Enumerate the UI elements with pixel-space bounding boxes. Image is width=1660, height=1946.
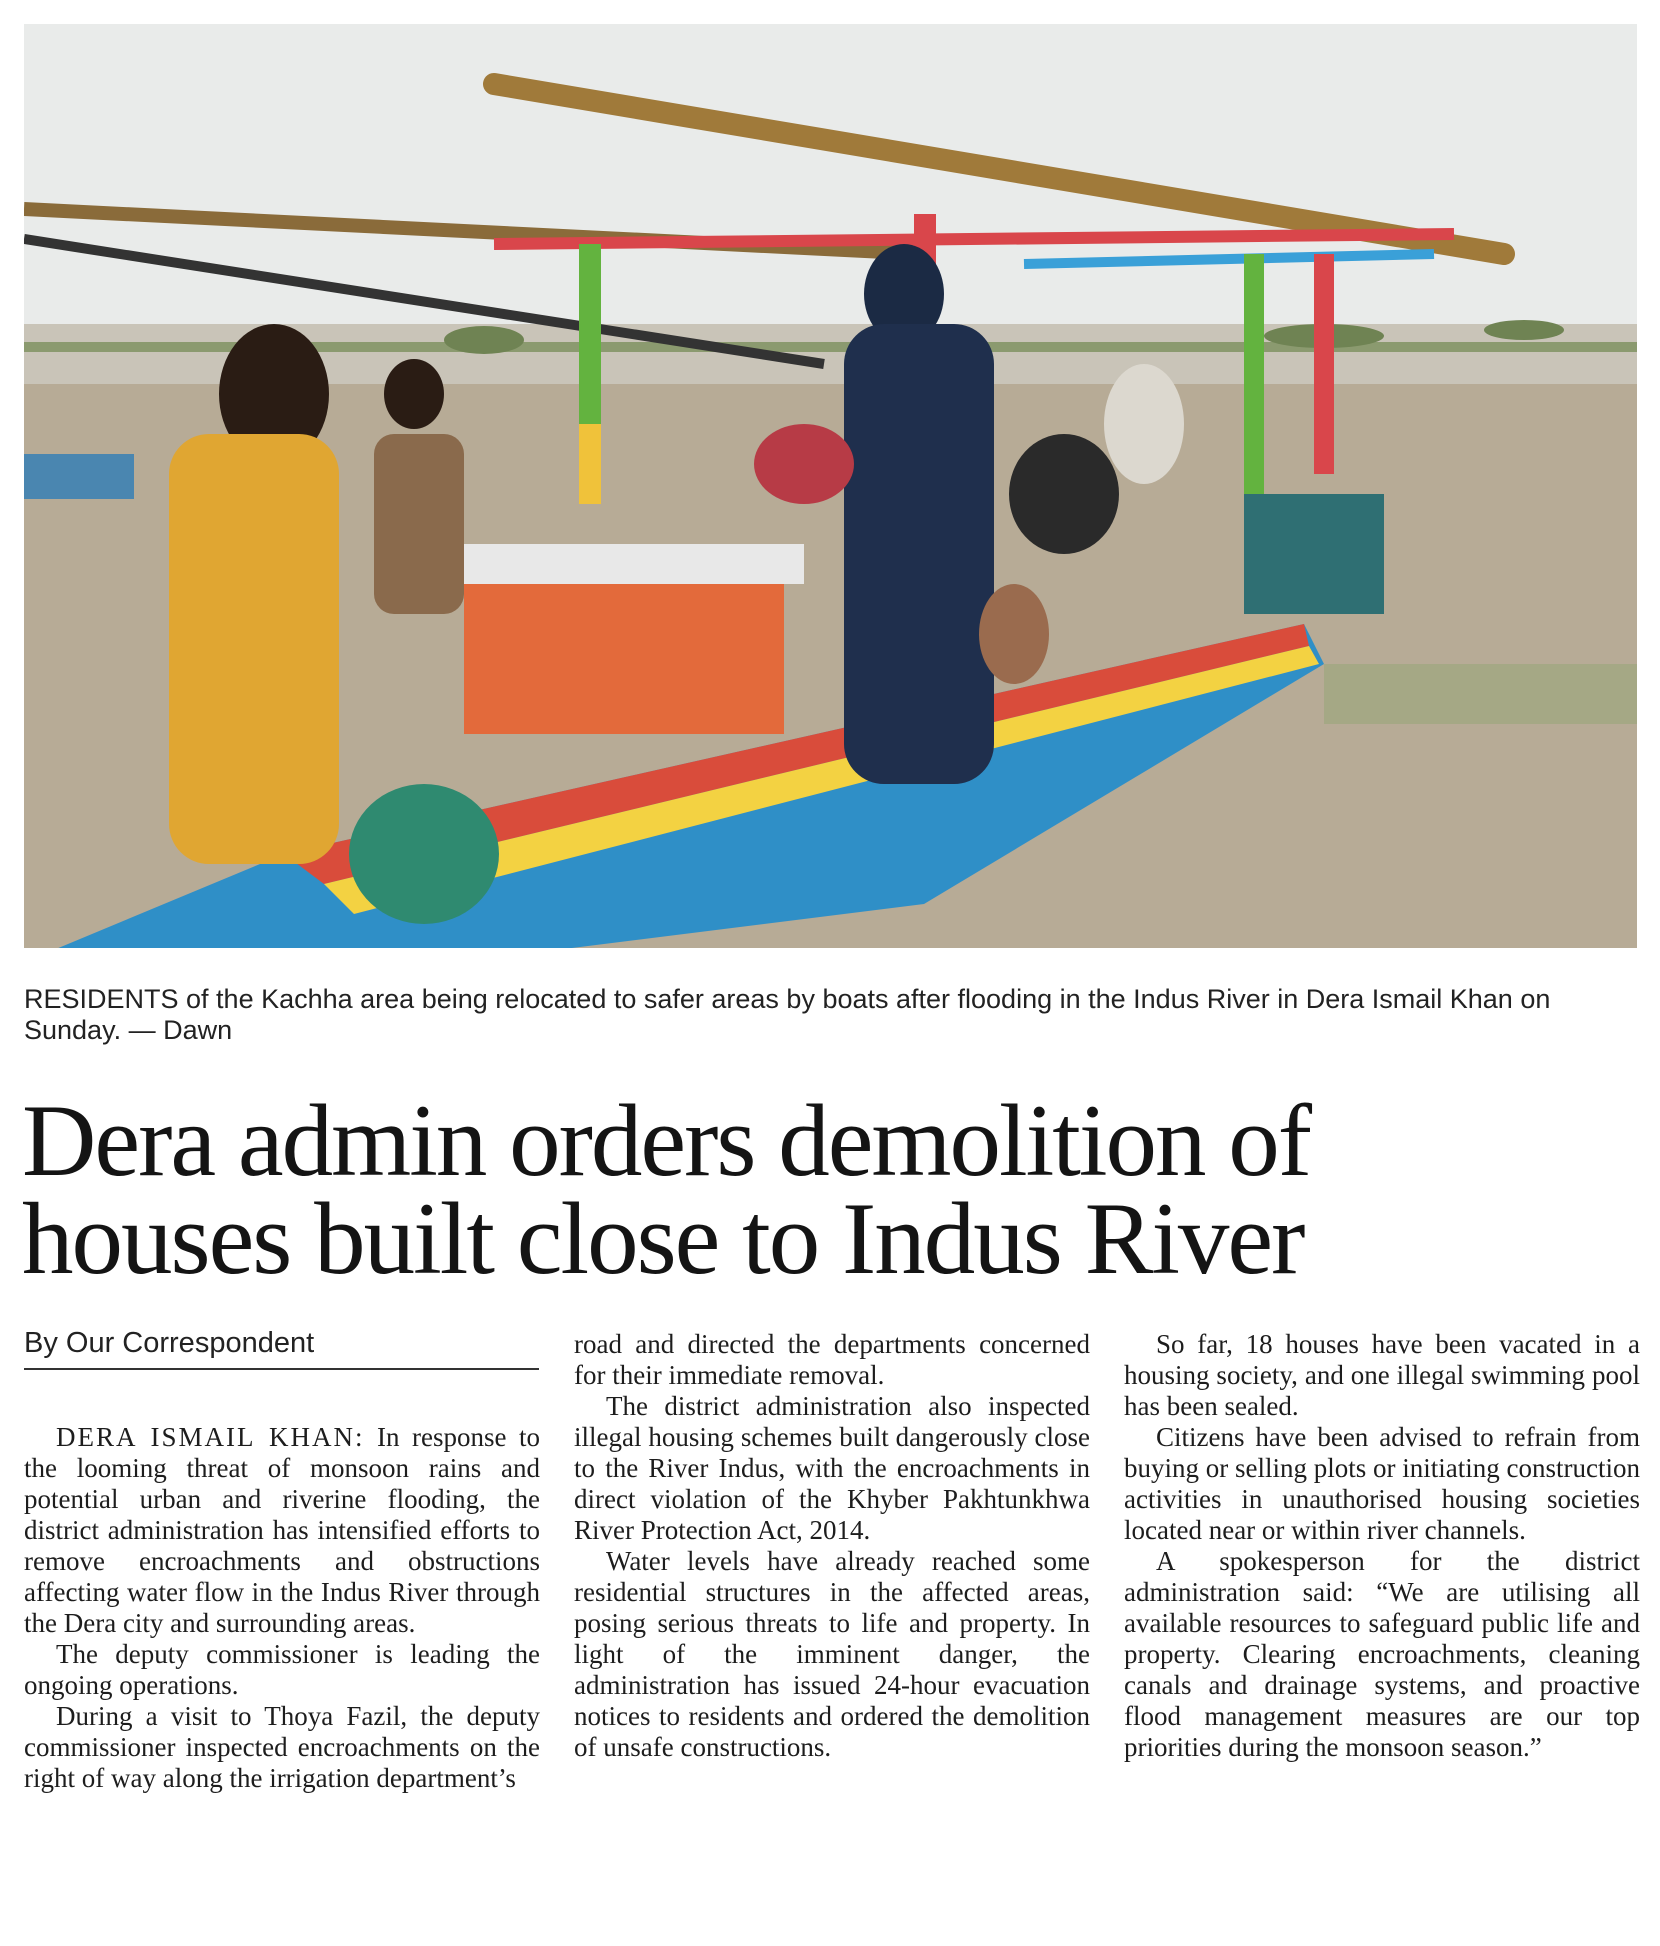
paragraph: A spokesperson for the district administration said: “We are utilising all available resources to safeguard public life and property. Clearing encroachments, cleaning canals and drainage systems, and proactive flood management measures are our top priorities during the monsoon season.” [1124, 1546, 1640, 1762]
news-photo [24, 24, 1637, 948]
dateline: DERA ISMAIL KHAN: [56, 1422, 365, 1452]
paragraph: So far, 18 houses have been vacated in a housing society, and one illegal swimming pool has been sealed. [1124, 1329, 1640, 1421]
paragraph: The deputy commissioner is leading the ongoing operations. [24, 1639, 540, 1700]
caption-text: of the Kachha area being relocated to safer areas by boats after flooding in the Indus River in Dera Ismail Khan on Sunday. — Dawn [24, 984, 1551, 1045]
photo-caption [24, 984, 1637, 1046]
headline-line-2: houses built close to Indus River [22, 1182, 1304, 1296]
article-column-2 [574, 1329, 1090, 1763]
paragraph: During a visit to Thoya Fazil, the deputy commissioner inspected encroachments on the right of way along the irrigation department’s [24, 1701, 540, 1793]
flood-boat-illustration [24, 24, 1637, 948]
paragraph: Citizens have been advised to refrain from buying or selling plots or initiating construction activities in unauthorised housing societies located near or within river channels. [1124, 1422, 1640, 1545]
paragraph: Water levels have already reached some residential structures in the affected areas, posing serious threats to life and property. In light of the imminent danger, the administration has issued 24-hour evacuation notices to residents and ordered the demolition of unsafe constructions. [574, 1546, 1090, 1762]
byline: By Our Correspondent [24, 1326, 539, 1370]
article-column-3 [1124, 1329, 1640, 1763]
paragraph [24, 1422, 540, 1639]
paragraph: The district administration also inspected illegal housing schemes built dangerously close to the River Indus, with the encroachments in direct violation of the Khyber Pakhtunkhwa River Protection Act, 2014. [574, 1391, 1090, 1545]
headline [22, 1084, 1642, 1296]
headline-line-1: Dera admin orders demolition of [22, 1084, 1311, 1198]
paragraph: road and directed the departments concerned for their immediate removal. [574, 1329, 1090, 1390]
paragraph-text: In response to the looming threat of monsoon rains and potential urban and riverine flooding, the district administration has intensified efforts to remove encroachments and obstructions affecting water flow in the Indus River through the Dera city and surrounding areas. [24, 1422, 541, 1638]
article-column-1 [24, 1422, 540, 1794]
caption-lead: RESIDENTS [24, 984, 179, 1014]
